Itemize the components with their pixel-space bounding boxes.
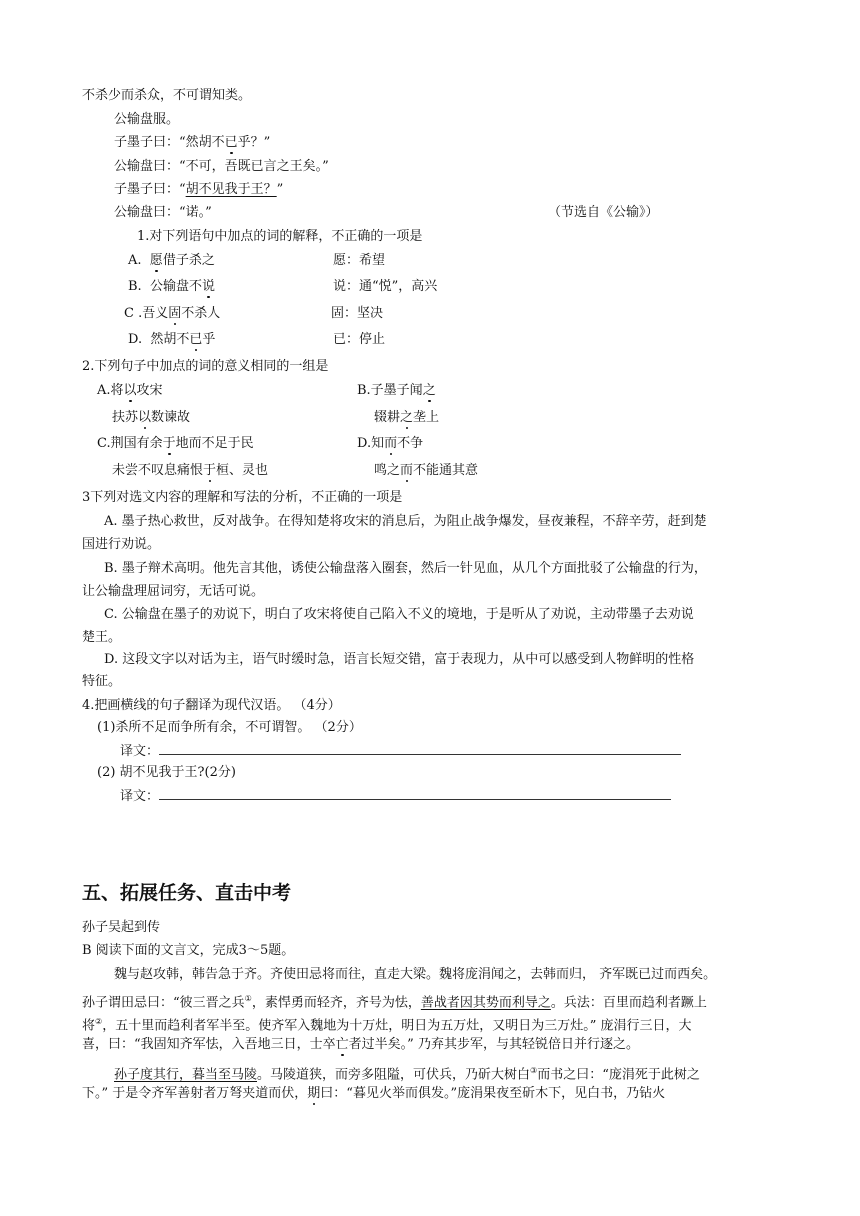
text: 下。” 于是令齐军善射者万弩夹道而伏， — [82, 1086, 308, 1101]
q1-option-d — [128, 331, 215, 349]
q2-option-c-line2 — [112, 462, 268, 480]
text: 攻宋 — [136, 383, 163, 398]
underlined-sentence: 善战者因其势而利导之 — [420, 995, 551, 1011]
q1-option-b-explanation: 说：通“悦”，高兴 — [333, 279, 438, 294]
passage-line — [114, 181, 283, 199]
dotted-word: 以 — [138, 410, 152, 425]
answer-label: 译文： — [120, 789, 160, 804]
q4-answer-1[interactable] — [120, 742, 681, 761]
dotted-word: 之 — [400, 410, 414, 425]
q3-option-b-cont: 让公输盘理屈词穷，无话可说。 — [82, 584, 265, 599]
section-subtitle: 孙子吴起到传 — [82, 920, 161, 935]
text: B.子墨子闻 — [357, 383, 423, 398]
text: 辍耕 — [374, 410, 401, 425]
text: 不能通其意 — [413, 463, 479, 478]
passage-line — [114, 134, 270, 152]
q1-option-c-explanation: 固：坚决 — [331, 306, 384, 321]
q1-option-a — [128, 252, 215, 270]
q4-sentence-2: (2) 胡不见我于王?(2分) — [97, 765, 236, 780]
footnote-marker: ① — [244, 994, 252, 1003]
footnote-marker: ③ — [530, 1066, 538, 1075]
text: 喜，曰：“我固知齐军怯，入吾地三日，士卒 — [82, 1037, 336, 1052]
passage-b-line — [82, 1085, 665, 1103]
q3-option-d-cont: 特征。 — [82, 674, 122, 689]
dotted-word: 亡 — [335, 1037, 349, 1052]
passage-line: 公输盘服。 — [114, 112, 180, 127]
q3-option-c-cont: 楚王。 — [82, 630, 122, 645]
passage-line: 公输盘曰：“不可，吾既已言之王矣。” — [114, 159, 329, 174]
text: D.知 — [357, 436, 385, 451]
text: 子墨子曰：“然胡不 — [114, 135, 225, 150]
text: ，五十里而趋利者军半至。使齐军入魏地为十万灶，明日为五万灶，又明日为三万灶。” 庞涓行三日，大 — [102, 1018, 692, 1034]
dotted-word: 已 — [224, 135, 238, 150]
dotted-word: 于 — [203, 463, 217, 478]
answer-blank[interactable] — [159, 742, 681, 755]
q1-option-c — [124, 305, 220, 323]
text: 垄上 — [413, 410, 440, 425]
q3-option-a: A. 墨子热心救世，反对战争。在得知楚将攻宋的消息后，为阻止战争爆发，昼夜兼程，不辞辛劳，赶到楚 — [104, 514, 707, 529]
q3-option-a-cont: 国进行劝说。 — [82, 537, 161, 552]
text: 而书之曰：“庞涓死于此树之 — [537, 1067, 700, 1083]
passage-line: 公输盘曰：“诺。” — [114, 205, 212, 220]
q2-option-d-line1 — [357, 435, 423, 453]
dotted-word: 之 — [422, 383, 436, 398]
text: 地而不足于民 — [175, 436, 254, 451]
dotted-word: 以 — [123, 383, 137, 398]
passage-b-line — [82, 1013, 691, 1035]
text: 子墨子曰：“ — [114, 182, 186, 197]
text: 者过半矣。” 乃弃其步军，与其轻锐倍日并行逐之。 — [348, 1037, 639, 1052]
dotted-word: 而 — [384, 436, 398, 451]
q1-option-b — [128, 278, 215, 296]
q3-option-d: D. 这段文字以对话为主，语气时缓时急，语言长短交错，富于表现力，从中可以感受到人物鲜明的性格 — [104, 652, 695, 667]
q2-option-d-line2 — [374, 462, 478, 480]
q4-answer-2[interactable] — [120, 787, 671, 806]
dotted-word: 愿 — [149, 253, 163, 268]
q4-sentence-1: (1)杀所不足而争所有余，不可谓智。 （2分） — [97, 720, 362, 735]
question-4-stem: 4.把画横线的句子翻译为现代汉语。 （4分） — [82, 698, 341, 713]
section-instruction: B 阅读下面的文言文，完成3～5题。 — [82, 943, 295, 958]
option-letter: B. — [128, 279, 142, 294]
answer-blank[interactable] — [159, 787, 671, 800]
text: 不杀人 — [181, 306, 221, 321]
option-letter: A. — [128, 253, 142, 268]
passage-b-line — [82, 990, 707, 1012]
q3-option-c: C. 公输盘在墨子的劝说下，明白了攻宋将使自己陷入不义的境地，于是听从了劝说，主动带墨子去劝说 — [104, 607, 694, 622]
footnote-marker: ② — [95, 1017, 103, 1026]
option-letter: C . — [124, 306, 143, 321]
text: 数谏故 — [151, 410, 191, 425]
option-letter: D. — [128, 332, 143, 347]
q2-option-c-line1 — [97, 435, 254, 453]
dotted-word: 而 — [400, 463, 414, 478]
text: 桓、灵也 — [216, 463, 269, 478]
text: 将 — [82, 1018, 96, 1034]
passage-line: 不杀少而杀众，不可谓知类。 — [82, 88, 252, 103]
text: 公输盘不 — [149, 279, 202, 294]
answer-label: 译文： — [120, 744, 160, 759]
dotted-word: 说 — [201, 279, 215, 294]
text: ” — [276, 182, 284, 197]
underlined-sentence: 孙子度其行，暮当至马陵 — [114, 1067, 258, 1083]
passage-b-line — [82, 1036, 639, 1054]
text: 借子杀之 — [162, 253, 215, 268]
text: 鸣之 — [374, 463, 401, 478]
source-note: （节选自《公输》） — [548, 205, 659, 220]
dotted-word: 固 — [168, 306, 182, 321]
text: A.将 — [97, 383, 124, 398]
question-1-stem: 1.对下列语句中加点的词的解释，不正确的一项是 — [137, 229, 423, 244]
text: 曰：“暮见火举而俱发。”庞涓果夜至斫木下，见白书，乃钻火 — [320, 1086, 666, 1101]
text: 孙子谓田忌曰：“彼三晋之兵 — [82, 995, 245, 1011]
q2-option-b-line1 — [357, 382, 436, 400]
text: C.荆国有余 — [97, 436, 163, 451]
dotted-word: 已 — [189, 332, 203, 347]
q3-option-b: B. 墨子辩术高明。他先言其他，诱使公输盘落入圈套，然后一针见血，从几个方面批驳了公输盘的行为， — [104, 561, 707, 576]
text: 吾义 — [142, 306, 169, 321]
underlined-sentence: 胡不见我于王？ — [185, 182, 277, 197]
text: 乎？” — [237, 135, 271, 150]
text: 然胡不 — [150, 332, 190, 347]
text: 乎 — [202, 332, 216, 347]
text: 未尝不叹息痛恨 — [112, 463, 204, 478]
text: 。兵法：百里而趋利者蹶上 — [550, 995, 707, 1011]
passage-b-line — [114, 1062, 700, 1084]
dotted-word: 期 — [307, 1086, 321, 1101]
section-heading: 五、拓展任务、直击中考 — [82, 882, 292, 904]
q2-option-a-line1 — [97, 382, 163, 400]
question-2-stem: 2.下列句子中加点的词的意义相同的一组是 — [82, 359, 329, 374]
q2-option-a-line2 — [112, 409, 190, 427]
text: 。马陵道狭，而旁多阻隘，可伏兵，乃斫大树白 — [257, 1067, 531, 1083]
text: 不争 — [397, 436, 424, 451]
q2-option-b-line2 — [374, 409, 439, 427]
q1-option-a-explanation: 愿：希望 — [333, 253, 386, 268]
text: 扶苏 — [112, 410, 139, 425]
dotted-word: 于 — [162, 436, 176, 451]
passage-b-line: 魏与赵攻韩，韩告急于齐。齐使田忌将而往，直走大梁。魏将庞涓闻之，去韩而归， 齐军既已过而西矣。 — [114, 967, 717, 982]
text: ，素悍勇而轻齐，齐号为怯， — [251, 995, 421, 1011]
question-3-stem: 3下列对选文内容的理解和写法的分析，不正确的一项是 — [82, 490, 403, 505]
q1-option-d-explanation: 已：停止 — [333, 332, 386, 347]
